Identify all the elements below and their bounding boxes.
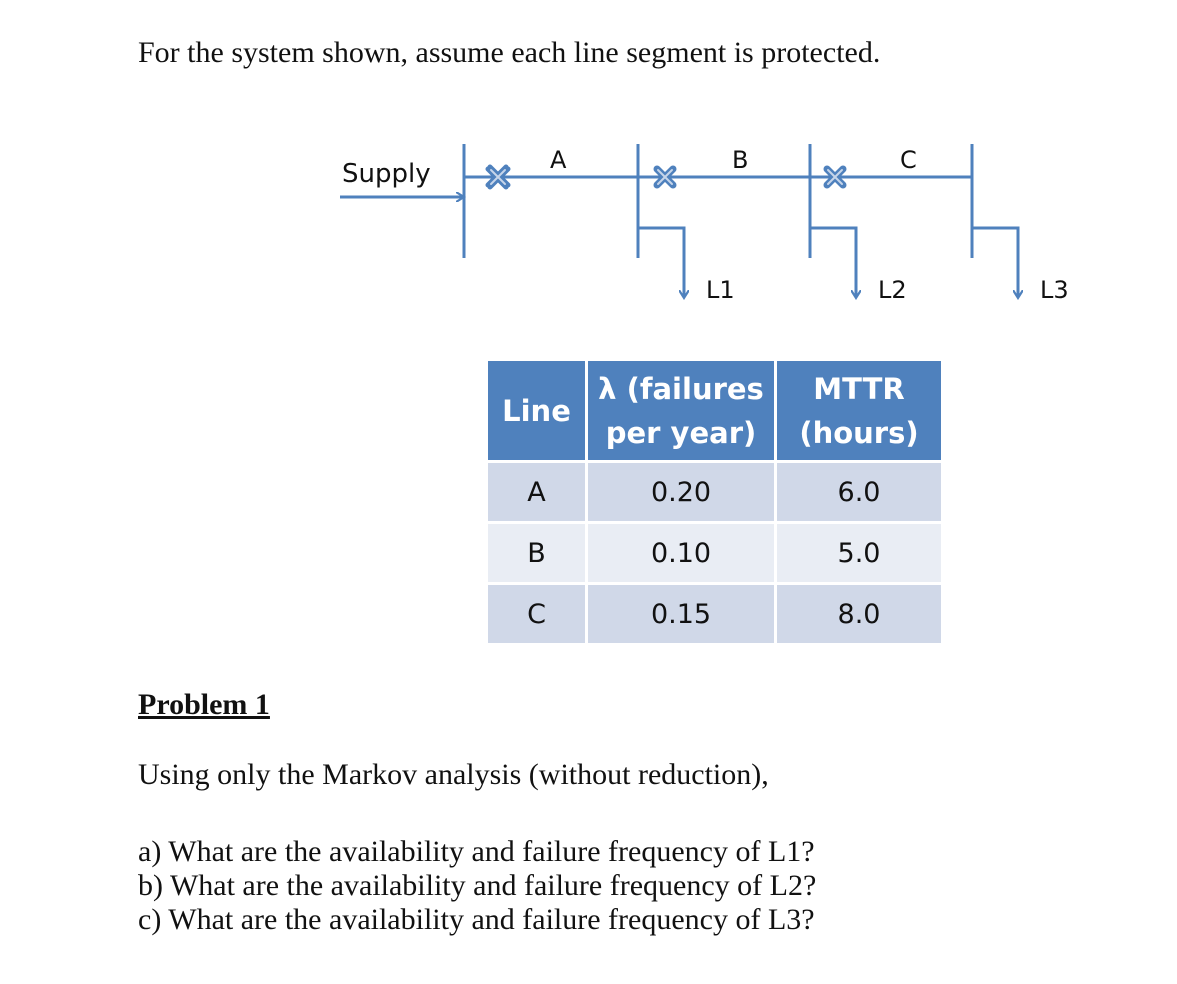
cell-lambda: 0.10 xyxy=(588,524,777,585)
segment-b-label: B xyxy=(732,146,749,174)
question-item-c: c) What are the availability and failure frequency of L3? xyxy=(138,903,815,936)
load-l1-label: L1 xyxy=(706,276,735,304)
header-line xyxy=(488,361,588,463)
cell-mttr: 8.0 xyxy=(777,585,941,646)
question-item-a: a) What are the availability and failure frequency of L1? xyxy=(138,835,815,868)
load-l2-label: L2 xyxy=(878,276,907,304)
line-data-table xyxy=(488,361,941,646)
segment-c-label: C xyxy=(900,146,917,174)
header-mttr-line1: MTTR xyxy=(813,371,905,406)
problem-title: Problem 1 xyxy=(138,688,270,721)
table-header-row xyxy=(488,361,941,463)
cell-mttr: 5.0 xyxy=(777,524,941,585)
table-row xyxy=(488,463,941,524)
cell-line: C xyxy=(488,585,588,646)
header-lambda-line2: per year) xyxy=(605,415,757,450)
question-lead: Using only the Markov analysis (without reduction), xyxy=(138,758,769,791)
single-line-diagram xyxy=(0,0,1177,340)
header-lambda-line1: λ (failures xyxy=(598,371,764,406)
segment-a-label: A xyxy=(550,146,567,174)
load-l1-tap xyxy=(638,228,684,296)
cell-mttr: 6.0 xyxy=(777,463,941,524)
cell-lambda: 0.20 xyxy=(588,463,777,524)
header-mttr xyxy=(777,361,941,463)
cell-lambda: 0.15 xyxy=(588,585,777,646)
load-l2-tap xyxy=(810,228,856,296)
load-l3-label: L3 xyxy=(1040,276,1069,304)
question-item-b: b) What are the availability and failure frequency of L2? xyxy=(138,869,817,902)
intro-text: For the system shown, assume each line segment is protected. xyxy=(138,36,881,69)
header-lambda xyxy=(588,361,777,463)
header-line-text: Line xyxy=(502,393,571,428)
load-l3-tap xyxy=(972,228,1018,296)
cell-line: B xyxy=(488,524,588,585)
table-row xyxy=(488,585,941,646)
header-mttr-line2: (hours) xyxy=(799,415,919,450)
question-list xyxy=(138,835,816,937)
supply-label: Supply xyxy=(342,159,431,189)
table-row xyxy=(488,524,941,585)
cell-line: A xyxy=(488,463,588,524)
